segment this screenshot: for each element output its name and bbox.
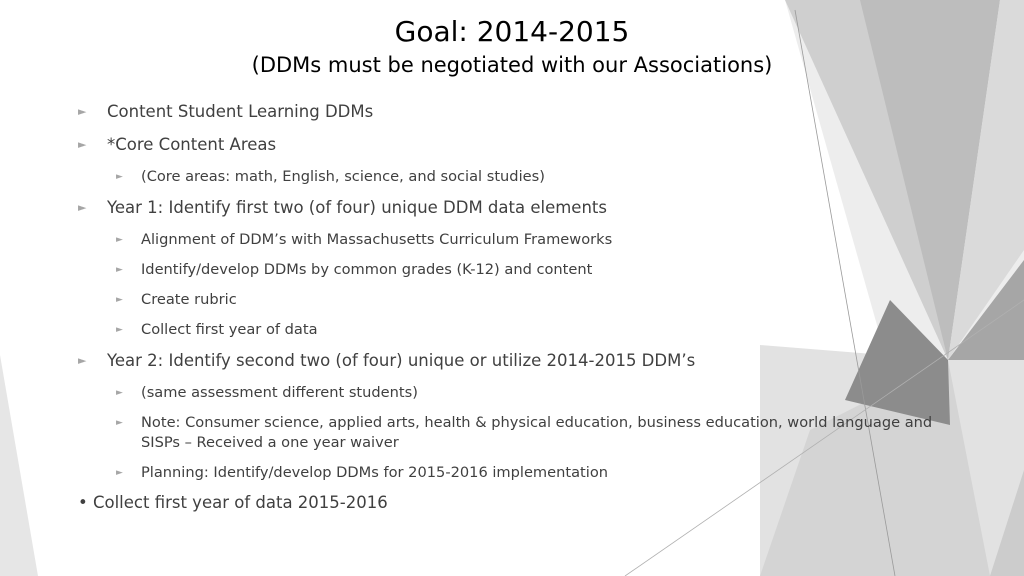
- bullet-item: [78, 383, 948, 403]
- bullet-item: [78, 463, 948, 483]
- bullet-text: • Collect first year of data 2015-2016: [78, 493, 388, 512]
- bullet-item: [78, 167, 948, 187]
- right-triangle-icon: ►: [116, 325, 123, 335]
- bullet-item: [78, 230, 948, 250]
- bullet-item: [78, 320, 948, 340]
- right-triangle-icon: ►: [78, 201, 87, 214]
- right-triangle-icon: ►: [78, 138, 87, 151]
- right-triangle-icon: ►: [116, 468, 123, 478]
- right-triangle-icon: ►: [116, 172, 123, 182]
- bullet-list: [78, 100, 948, 515]
- bullet-text: Content Student Learning DDMs: [107, 102, 374, 121]
- bullet-text: (Core areas: math, English, science, and social studies): [141, 168, 545, 185]
- bullet-item: [78, 100, 948, 124]
- bullet-text: Alignment of DDM’s with Massachusetts Curriculum Frameworks: [141, 231, 613, 248]
- bullet-text: Planning: Identify/develop DDMs for 2015-2016 implementation: [141, 464, 608, 481]
- bullet-item: [78, 290, 948, 310]
- bullet-item: [78, 260, 948, 280]
- bullet-item: [78, 491, 948, 515]
- slide-title: [160, 14, 864, 80]
- bullet-text: Identify/develop DDMs by common grades (K-12) and content: [141, 261, 593, 278]
- right-triangle-icon: ►: [78, 105, 87, 118]
- bullet-text: Year 1: Identify first two (of four) unique DDM data elements: [107, 198, 607, 217]
- right-triangle-icon: ►: [116, 235, 123, 245]
- bullet-text: Create rubric: [141, 291, 237, 308]
- title-line-1: Goal: 2014-2015: [394, 15, 630, 48]
- right-triangle-icon: ►: [116, 295, 123, 305]
- title-line-2: (DDMs must be negotiated with our Associations): [251, 53, 773, 77]
- bullet-text: *Core Content Areas: [107, 135, 277, 154]
- bullet-text: Year 2: Identify second two (of four) unique or utilize 2014-2015 DDM’s: [107, 351, 696, 370]
- right-triangle-icon: ►: [116, 418, 123, 428]
- bullet-item: [78, 133, 948, 157]
- bullet-text: (same assessment different students): [141, 384, 418, 401]
- bullet-item: [78, 349, 948, 373]
- right-triangle-icon: ►: [116, 265, 123, 275]
- bullet-text: Note: Consumer science, applied arts, health & physical education, business education, world language and SISPs – Received a one year waiver: [141, 414, 933, 451]
- bullet-item: [78, 413, 948, 453]
- right-triangle-icon: ►: [78, 354, 87, 367]
- bullet-item: [78, 196, 948, 220]
- left-decor-shape: [0, 355, 38, 576]
- right-triangle-icon: ►: [116, 388, 123, 398]
- bullet-text: Collect first year of data: [141, 321, 318, 338]
